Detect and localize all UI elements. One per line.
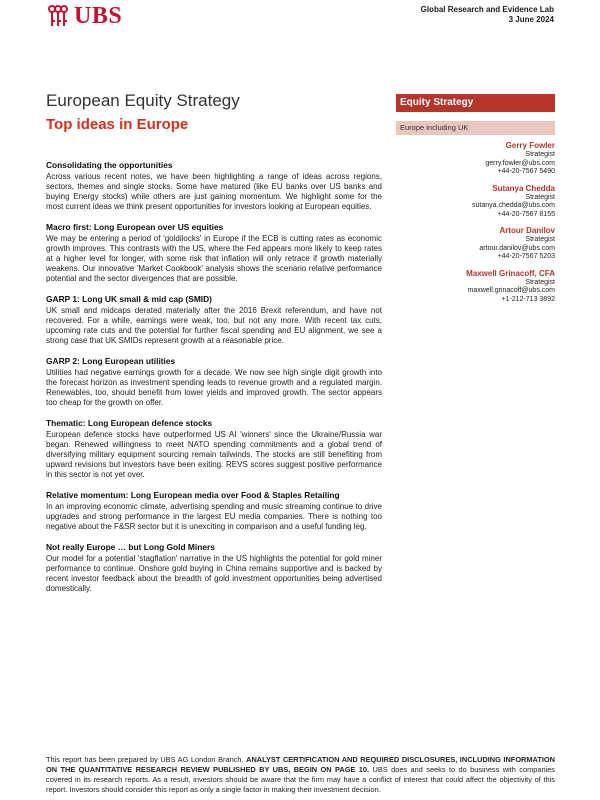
analyst-role: Strategist — [525, 151, 555, 158]
analyst-role: Strategist — [525, 236, 555, 243]
section-heading: Thematic: Long European defence stocks — [46, 418, 213, 428]
section-body: We may be entering a period of 'goldilocks' in Europe if the ECB is cutting rates as economic growth improves. This contrasts with the US, where the Fed appears more likely to keep rates at a higher level for longer, with some risk that inflation will only retrace if growth materially weakens. Our innovative 'Market Cookbook' analysis shows the scenario relative performance potential and the sector divergences that are possible. — [46, 234, 382, 283]
disclaimer-rest: UBS does and seeks to do business with companies covered in its research reports. As a result, investors should be aware that the firm may have a conflict of interest that could affect the objectivity of this report. Investors should consider this report as only a single factor in making their investment decision. — [46, 765, 556, 794]
section-gold-miners — [46, 542, 382, 594]
analyst-card — [396, 140, 555, 177]
section-body: Across various recent notes, we have been highlighting a range of ideas across regions, sectors, themes and single stocks. Some have matured (like EU banks over US banks and buying Energy stocks) while others are just gaining momentum. We highlight some for the most current ideas we think present opportunities for investors looking at European equities. — [46, 172, 382, 211]
analyst-email[interactable]: sutanya.chedda@ubs.com — [472, 202, 555, 209]
ubs-logo — [46, 2, 122, 30]
section-body: European defence stocks have outperformed US AI 'winners' since the Ukraine/Russia war began. Renewed willingness to meet NATO spending commitments and a global trend of diversifying military equipment sourcing remain tailwinds. The stocks are still benefiting from upward revisions but investors have been exiting. REVS scores suggest positive performance in this sector is not yet over. — [46, 430, 382, 479]
main-content — [46, 160, 382, 604]
brand-name: UBS — [74, 2, 123, 29]
section-heading: Relative momentum: Long European media over Food & Staples Retailing — [46, 490, 340, 500]
analyst-card — [396, 268, 555, 305]
section-thematic — [46, 418, 382, 480]
analyst-phone: +1-212-713 3892 — [501, 295, 555, 303]
section-heading: GARP 2: Long European utilities — [46, 356, 176, 366]
analyst-email[interactable]: gerry.fowler@ubs.com — [485, 159, 555, 167]
page-title: European Equity Strategy — [46, 91, 240, 110]
section-heading: Not really Europe … but Long Gold Miners — [46, 542, 215, 552]
region-tag: Europe including UK — [396, 121, 555, 135]
analyst-card — [396, 225, 555, 262]
analyst-phone: +44-20-7567 8155 — [497, 210, 555, 218]
analyst-role: Strategist — [525, 278, 555, 286]
disclaimer — [46, 755, 555, 795]
section-heading: Macro first: Long European over US equities — [46, 222, 224, 232]
disclaimer-certification: ANALYST CERTIFICATION AND REQUIRED DISCLOSURES, INCLUDING INFORMATION ON THE QUANTITATIVE RESEARCH REVIEW PUBLISHED BY UBS, BEGIN ON PAGE 10. — [46, 755, 555, 774]
analyst-name: Maxwell Grinacoff, CFA — [466, 268, 555, 278]
analyst-list — [396, 140, 555, 304]
division-label: Global Research and Evidence Lab — [420, 5, 554, 14]
analyst-name: Gerry Fowler — [505, 141, 555, 150]
section-garp-2 — [46, 356, 382, 408]
page-subtitle: Top ideas in Europe — [46, 116, 189, 133]
section-garp-1 — [46, 294, 382, 346]
analyst-role: Strategist — [525, 193, 555, 201]
sidebar — [396, 94, 555, 310]
report-header — [421, 5, 554, 25]
disclaimer-intro: This report has been prepared by UBS AG London Branch. — [46, 755, 247, 764]
section-relative-momentum — [46, 490, 382, 532]
analyst-name: Sutanya Chedda — [492, 183, 555, 193]
sidebar-header: Equity Strategy — [396, 94, 555, 112]
section-heading: GARP 1: Long UK small & mid cap (SMID) — [46, 294, 212, 304]
analyst-email[interactable]: maxwell.grinacoff@ubs.com — [467, 287, 555, 294]
section-body: Our model for a potential 'stagflation' narrative in the US highlights the potential for gold miner performance to continue. Onshore gold buying in China remains supportive and is backed by recent investor feedback about the breadth of gold investment opportunities being advertised domestically. — [46, 554, 382, 593]
report-date: 3 June 2024 — [508, 15, 554, 24]
analyst-phone: +44-20-7567 5490 — [497, 168, 555, 175]
section-body: Utilities had negative earnings growth for a decade. We now see high single digit growth into the forecast horizon as investment spending leads to revenue growth and a regulated margin. Renewables, too, should benefit from lower yields and improved growth. The sector appears too cheap for the growth on offer. — [46, 368, 382, 407]
section-body: UK small and midcaps derated materially after the 2016 Brexit referendum, and have not recovered. For a while, earnings were weak, too, but not any more. With recent tax cuts, upcoming rate cuts and the potential for further fiscal spending and EU alignment, we see a strong case that UK SMIDs represent growth at a reasonable price. — [46, 306, 382, 345]
section-heading: Consolidating the opportunities — [46, 160, 173, 170]
section-consolidating — [46, 160, 382, 212]
analyst-name: Artour Danilov — [499, 226, 555, 235]
section-macro — [46, 222, 382, 284]
analyst-email[interactable]: artour.danilov@ubs.com — [479, 244, 555, 252]
keys-icon — [46, 4, 70, 28]
analyst-card — [396, 183, 555, 220]
analyst-phone: +44-20-7567 5203 — [497, 253, 555, 260]
section-body: In an improving economic climate, advertising spending and music streaming continue to drive upgrades and strong performance in the largest EU media companies. There is nothing too negative about the F&SR sector but it is unexciting in comparison and a useful funding leg. — [46, 502, 382, 531]
